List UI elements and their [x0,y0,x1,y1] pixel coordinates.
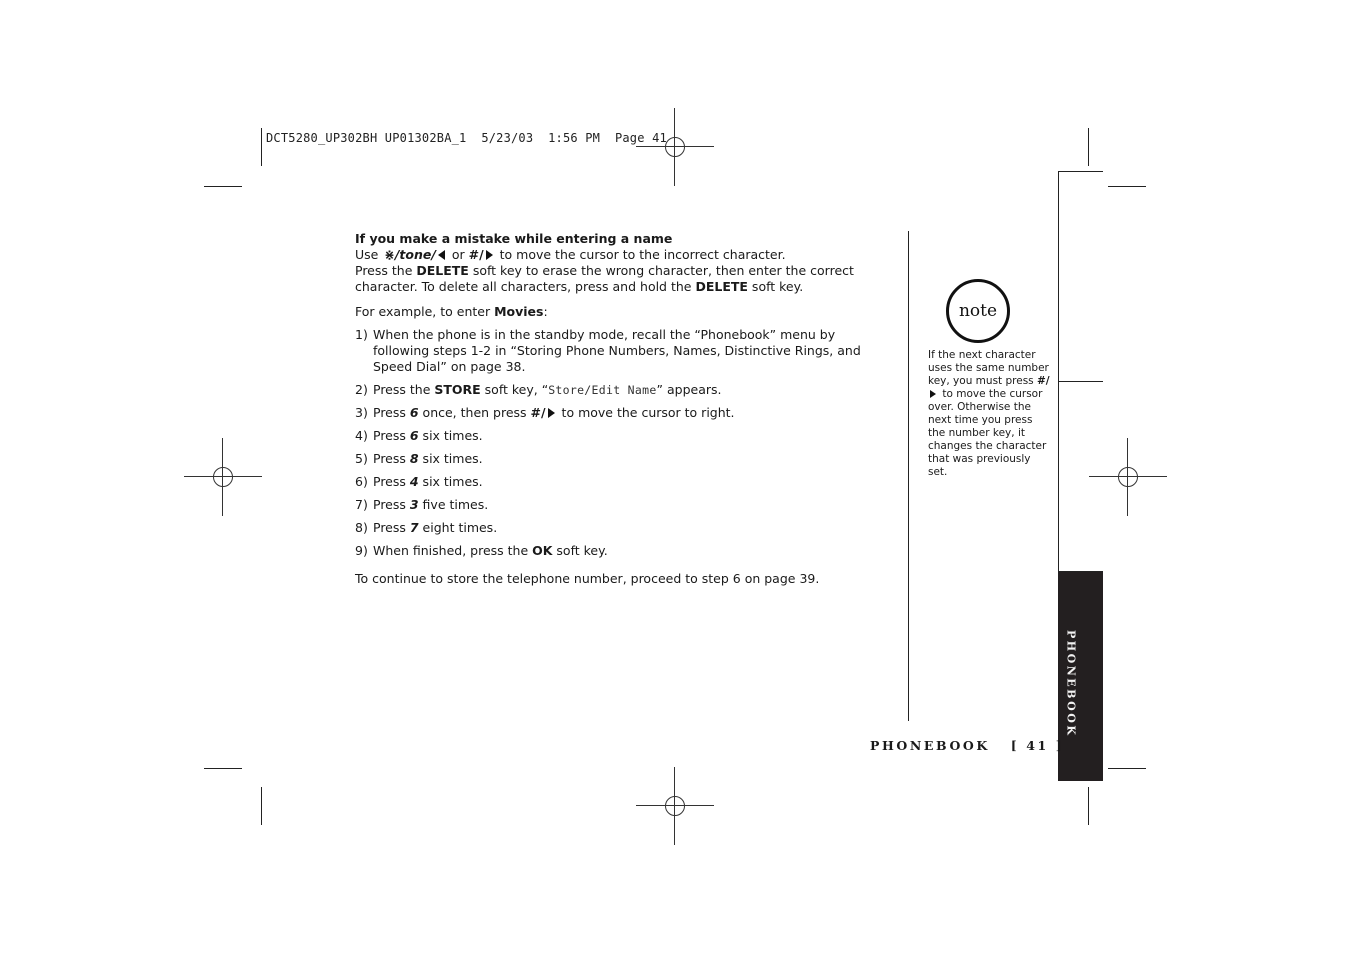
side-tab-divider [1058,381,1103,382]
list-item: 8) Press 7 eight times. [355,520,498,535]
footer-section: PHONEBOOK [870,738,990,753]
steps-list [355,327,875,559]
instruction-line-2: Press the DELETE soft key to erase the wrong character, then enter the correct [355,263,854,278]
crop-mark [1108,768,1146,769]
registration-mark-bottom [636,767,714,845]
lcd-text: Store/Edit Name [548,383,657,397]
main-content [355,231,875,587]
list-item: 2) Press the STORE soft key, “Store/Edit Name” appears. [355,382,722,397]
instruction-line-1: Use ⋇/tone/ or #/ to move the cursor to the incorrect character. [355,247,786,262]
crop-mark [261,787,262,825]
column-divider [908,231,909,721]
list-item: 1) When the phone is in the standby mode, recall the “Phonebook” menu by following steps 1-2 in “Storing Phone Numbers, Names, Distinctive Rings, and Speed Dial” on page 38. [355,327,861,374]
list-item: 9) When finished, press the OK soft key. [355,543,608,558]
instruction-line-3: character. To delete all characters, press and hold the DELETE soft key. [355,279,804,294]
print-slug-line: DCT5280_UP302BH UP01302BA_1 5/23/03 1:56 PM Page 41 [266,131,667,145]
crop-mark [204,186,242,187]
note-icon: note [946,279,1010,343]
list-item: 7) Press 3 five times. [355,497,489,512]
list-item: 4) Press 6 six times. [355,428,483,443]
page-footer [870,738,1064,753]
closing-text: To continue to store the telephone number, proceed to step 6 on page 39. [355,571,820,586]
star-key-icon: ⋇ [384,247,395,262]
list-item: 3) Press 6 once, then press #/ to move the cursor to right. [355,405,735,420]
registration-mark-left [184,438,262,516]
crop-mark [204,768,242,769]
crop-mark [1088,128,1089,166]
side-tab-frame [1058,171,1103,572]
section-heading: If you make a mistake while entering a name [355,231,673,246]
right-arrow-icon [486,250,493,260]
registration-mark-top [636,108,714,186]
example-intro: For example, to enter Movies: [355,304,548,319]
left-arrow-icon [438,250,445,260]
crop-mark [1108,186,1146,187]
crop-mark [1088,787,1089,825]
list-item: 6) Press 4 six times. [355,474,483,489]
crop-mark [261,128,262,166]
side-tab-label: PHONEBOOK [1064,630,1078,738]
note-text: If the next character uses the same number key, you must press #/ to move the cursor over. Otherwise the next time you press the number key, it changes the character that was previously set. [928,349,1050,478]
page-number: [ 41 ] [1010,738,1065,753]
right-arrow-icon [930,390,936,398]
right-arrow-icon [548,408,555,418]
list-item: 5) Press 8 six times. [355,451,483,466]
